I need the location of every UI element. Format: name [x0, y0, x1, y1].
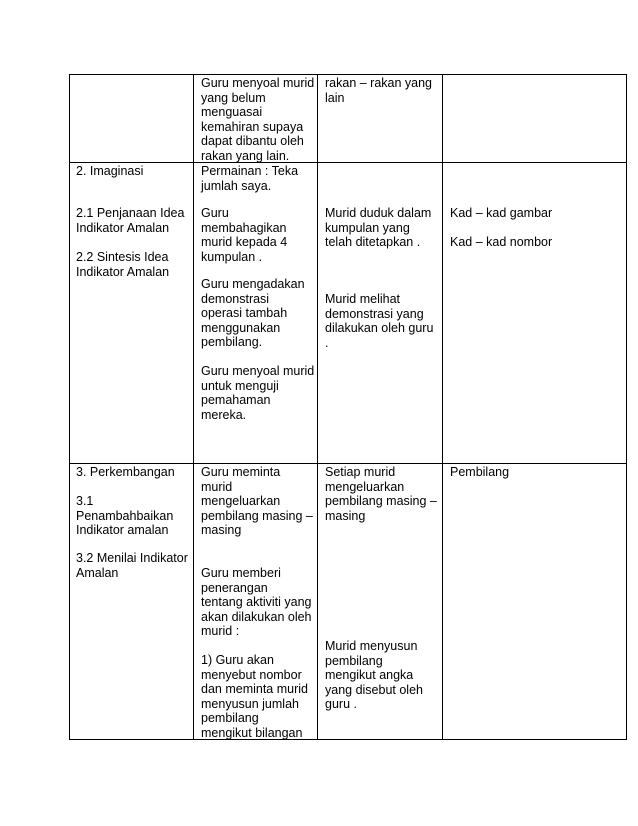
row-divider-1: [69, 162, 627, 163]
cell-text: Kad – kad nombor: [450, 235, 553, 249]
cell-text: jumlah saya.: [201, 178, 272, 193]
column-divider-2: [317, 74, 318, 740]
cell-text: Kad – kad gambar: [450, 206, 553, 220]
cell-text: Guru menyoal murid: [201, 364, 315, 378]
cell-text: masing: [201, 523, 242, 538]
cell-text: Amalan: [76, 565, 119, 580]
cell-text: Pembilang: [450, 465, 510, 479]
cell-text: rakan yang lain.: [201, 149, 290, 163]
table-border-bottom: [69, 739, 627, 740]
cell-text: kemahiran supaya: [201, 119, 304, 134]
cell-text: rakan – rakan yang: [325, 76, 433, 90]
cell-text: Guru mengadakan: [201, 277, 305, 291]
cell-text: Guru: [201, 206, 229, 220]
cell-text: menyebut nombor: [201, 667, 302, 682]
cell-text: membahagikan: [201, 220, 287, 235]
cell-text: Penambahbaikan: [76, 508, 174, 523]
cell-text: Indikator Amalan: [76, 220, 170, 235]
cell-text: Guru memberi: [201, 566, 281, 580]
cell-text: pembilang: [201, 711, 259, 726]
cell-text: 2.1 Penjanaan Idea: [76, 206, 185, 220]
cell-text: operasi tambah: [201, 306, 288, 321]
cell-text: mengeluarkan: [325, 479, 405, 494]
cell-text: Setiap murid: [325, 465, 396, 479]
cell-text: mengeluarkan: [201, 494, 281, 509]
cell-text: pembilang masing –: [201, 508, 313, 523]
cell-text: penerangan: [201, 580, 268, 595]
cell-text: untuk menguji: [201, 378, 279, 393]
cell-text: Indikator Amalan: [76, 264, 170, 279]
cell-text: mengikut angka: [325, 668, 414, 683]
cell-text: akan dilakukan oleh: [201, 609, 312, 624]
cell-text: Murid melihat: [325, 292, 401, 306]
cell-text: lain: [325, 90, 345, 105]
cell-text: dan meminta murid: [201, 682, 308, 697]
cell-text: pembilang masing –: [325, 494, 437, 509]
cell-text: tentang aktiviti yang: [201, 595, 312, 610]
lesson-table: [69, 74, 627, 740]
cell-text: 3.1: [76, 494, 94, 508]
section-heading: 3. Perkembangan: [76, 465, 175, 479]
cell-text: menyusun jumlah: [201, 696, 299, 711]
cell-text: 1) Guru akan: [201, 653, 274, 667]
cell-text: telah ditetapkan .: [325, 235, 421, 250]
cell-text: Indikator amalan: [76, 523, 169, 538]
cell-text: Guru meminta: [201, 465, 281, 479]
table-border-right: [626, 74, 627, 740]
cell-text: menguasai: [201, 105, 263, 120]
cell-text: Permainan : Teka: [201, 164, 299, 178]
cell-text: kumpulan .: [201, 249, 263, 264]
cell-text: yang disebut oleh: [325, 682, 423, 697]
cell-text: masing: [325, 508, 366, 523]
cell-text: 3.2 Menilai Indikator: [76, 551, 188, 565]
cell-text: yang belum: [201, 90, 266, 105]
section-heading: 2. Imaginasi: [76, 164, 144, 178]
cell-text: pemahaman: [201, 393, 271, 408]
cell-text: mengikut bilangan: [201, 726, 303, 740]
cell-text: guru .: [325, 697, 357, 712]
column-divider-1: [193, 74, 194, 740]
cell-text: murid: [201, 479, 233, 494]
column-divider-3: [442, 74, 443, 740]
cell-text: dapat dibantu oleh: [201, 134, 304, 149]
cell-text: Murid duduk dalam: [325, 206, 432, 220]
cell-text: pembilang: [325, 653, 383, 668]
cell-text: murid :: [201, 624, 240, 639]
cell-text: mereka.: [201, 407, 247, 422]
cell-text: .: [325, 335, 329, 350]
table-border-top: [69, 74, 627, 75]
cell-text: menggunakan: [201, 320, 281, 335]
cell-text: Guru menyoal murid: [201, 76, 315, 90]
row-divider-2: [69, 463, 627, 464]
cell-text: kumpulan yang: [325, 220, 410, 235]
cell-text: pembilang.: [201, 335, 263, 350]
cell-text: demonstrasi yang: [325, 306, 424, 321]
cell-text: 2.2 Sintesis Idea: [76, 250, 169, 264]
table-border-left: [69, 74, 70, 740]
cell-text: Murid menyusun: [325, 639, 418, 653]
cell-text: dilakukan oleh guru: [325, 321, 434, 336]
cell-text: demonstrasi: [201, 291, 270, 306]
cell-text: murid kepada 4: [201, 235, 288, 250]
